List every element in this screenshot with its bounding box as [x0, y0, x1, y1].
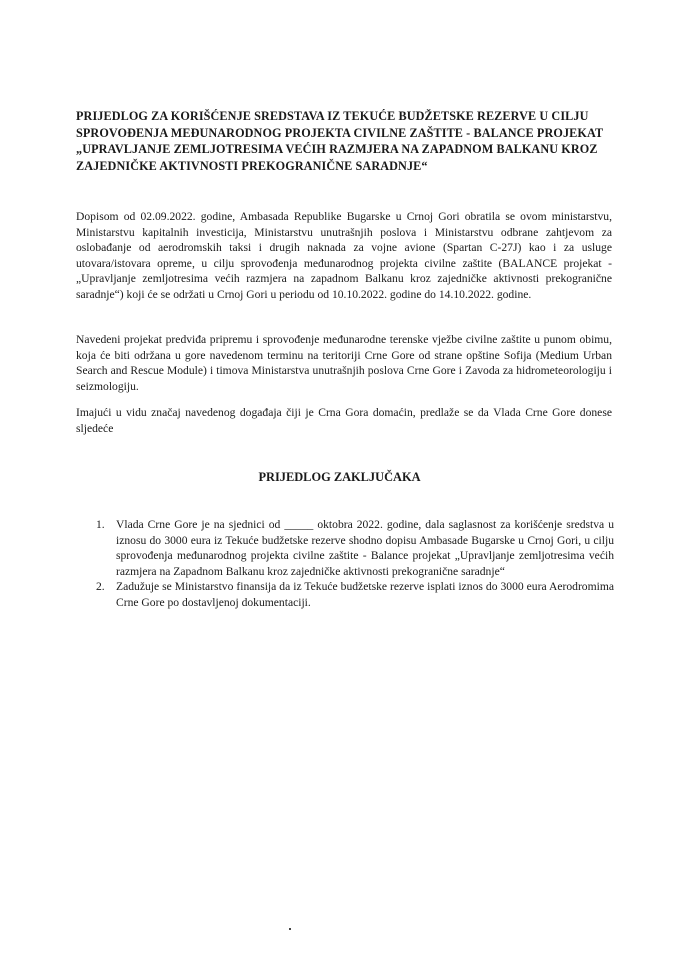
conclusions-list	[96, 517, 614, 611]
list-text: Vlada Crne Gore je na sjednici od _____ oktobra 2022. godine, dala saglasnost za korišćenje sredstva u iznosu do 3000 eura iz Tekuće budžetske rezerve shodno dopisu Ambasade Bugarske u Crnoj Gori, u cilju sprovođenja međunarodnog projekta civilne zaštite - Balance projekat „Upravljanje zemljotresima većih razmjera na Zapadnom Balkanu kroz zajedničke aktivnosti prekogranične saradnje“	[116, 518, 614, 578]
paragraph-project: Navedeni projekat predviđa pripremu i sprovođenje međunarodne terenske vježbe civilne zaštite u punom obimu, koja će biti održana u gore navedenom terminu na teritoriji Crne Gore od strane opštine Sofija (Medium Urban Search and Rescue Module) i timova Ministarstva unutrašnjih poslova Crne Gore i Zavoda za hidrometeorologiju i seizmologiju.	[76, 333, 612, 393]
page-mark	[289, 928, 291, 930]
list-item	[96, 579, 614, 610]
list-item	[96, 517, 614, 579]
paragraph-proposal: Imajući u vidu značaj navedenog događaja čiji je Crna Gora domaćin, predlaže se da Vlada Crne Gore donese sljedeće	[76, 406, 612, 435]
list-number: 2.	[96, 580, 105, 594]
section-title: PRIJEDLOG ZAKLJUČAKA	[258, 470, 421, 484]
list-text: Zadužuje se Ministarstvo finansija da iz Tekuće budžetske rezerve isplati iznos do 3000 eura Aerodromima Crne Gore po dostavljenoj dokumentaciji.	[116, 580, 614, 609]
document-title: PRIJEDLOG ZA KORIŠĆENJE SREDSTAVA IZ TEKUĆE BUDŽETSKE REZERVE U CILJU SPROVOĐENJA MEĐUNARODNOG PROJEKTA CIVILNE ZAŠTITE - BALANCE PROJEKAT „UPRAVLJANJE ZEMLJOTRESIMA VEĆIH RAZMJERA NA ZAPADNOM BALKANU KROZ ZAJEDNIČKE AKTIVNOSTI PREKOGRANIČNE SARADNJE“	[76, 109, 603, 173]
paragraph-intro: Dopisom od 02.09.2022. godine, Ambasada Republike Bugarske u Crnoj Gori obratila se ovom ministarstvu, Ministarstvu kapitalnih investicija, Ministarstvu unutrašnjih poslova i Ministarstvu odbrane zahtjevom za oslobađanje od aerodromskih taksi i drugih naknada za vojne avione (Spartan C-27J) kao i za usluge utovara/istovara opreme, u cilju sprovođenja međunarodnog projekta civilne zaštite (BALANCE projekat - „Upravljanje zemljotresima većih razmjera na zapadnom Balkanu kroz zajedničke aktivnosti prekogranične saradnje“) koji će se održati u Crnoj Gori u periodu od 10.10.2022. godine do 14.10.2022. godine.	[76, 210, 612, 301]
list-number: 1.	[96, 518, 105, 531]
